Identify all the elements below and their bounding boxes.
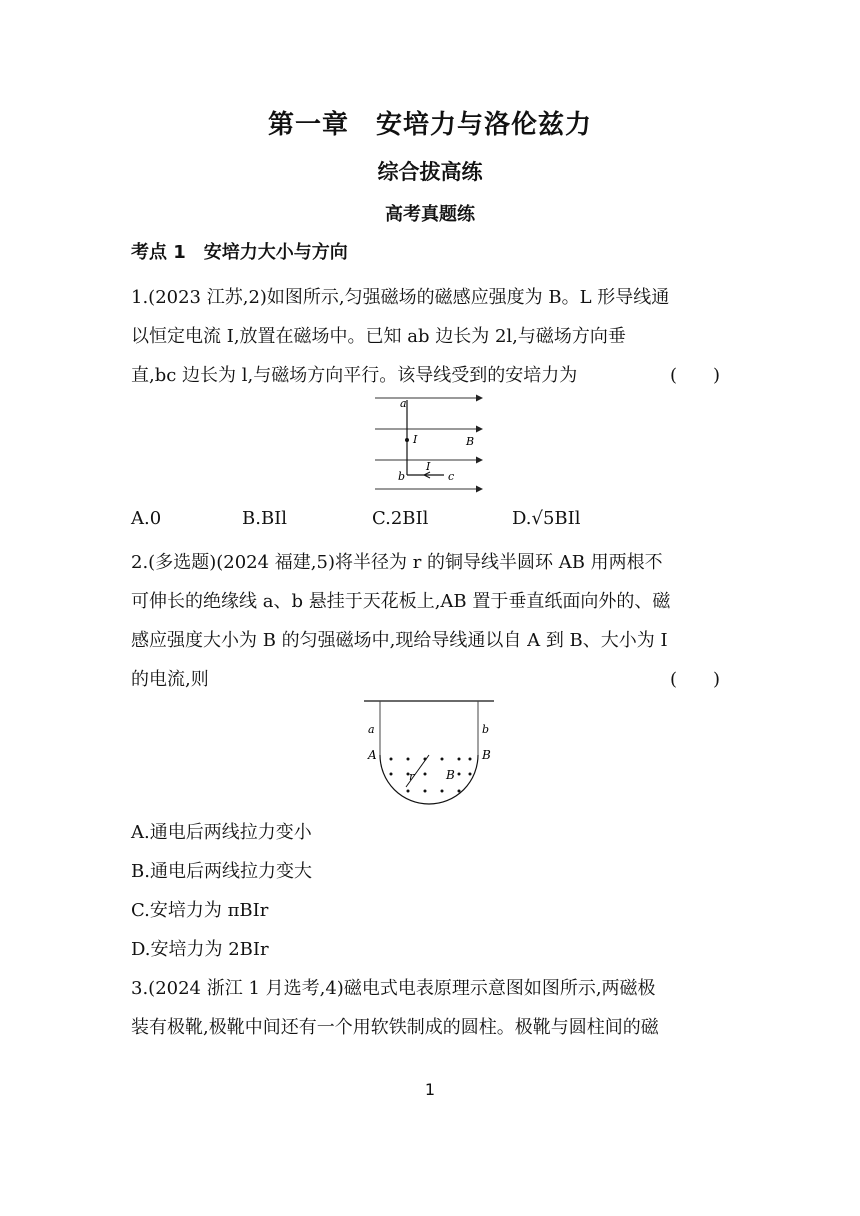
q1-option-d: D.√5BIl: [512, 508, 581, 529]
q1-line-2: 以恒定电流 I,放置在磁场中。已知 ab 边长为 2l,与磁场方向垂: [131, 326, 626, 347]
q2-line-4: 的电流,则: [131, 669, 209, 690]
q1-answer-bracket: ( ): [670, 365, 721, 386]
q2-answer-bracket: ( ): [670, 669, 721, 690]
label-current-2: I: [426, 460, 431, 473]
q1-figure: [360, 388, 500, 498]
label-end-A: A: [368, 748, 377, 762]
current-arrow-ab: [405, 438, 409, 442]
label-current-1: I: [413, 433, 418, 446]
label-end-B: B: [482, 748, 491, 762]
q2-figure: [358, 695, 498, 810]
q2-line-3: 感应强度大小为 B 的匀强磁场中,现给导线通以自 A 到 B、大小为 I: [131, 630, 668, 651]
q3-line-2: 装有极靴,极靴中间还有一个用软铁制成的圆柱。极靴与圆柱间的磁: [131, 1017, 659, 1038]
label-field-B: B: [446, 768, 455, 782]
q1-line-1: 1.(2023 江苏,2)如图所示,匀强磁场的磁感应强度为 B。L 形导线通: [131, 287, 670, 308]
q1-option-c: C.2BIl: [372, 508, 429, 529]
label-radius: r: [409, 770, 415, 783]
topic-heading: 考点 1 安培力大小与方向: [131, 242, 348, 263]
label-b: b: [482, 723, 490, 736]
semicircle-wire: [380, 755, 478, 804]
section-title: 综合拔高练: [377, 160, 483, 184]
q2-option-b: B.通电后两线拉力变大: [131, 861, 312, 882]
subsection-title: 高考真题练: [385, 204, 475, 225]
chapter-title: 第一章 安培力与洛伦兹力: [267, 110, 592, 140]
label-b: b: [398, 470, 406, 483]
label-a: a: [368, 723, 375, 736]
label-field-B: B: [466, 435, 475, 448]
label-c: c: [448, 470, 455, 483]
q1-option-b: B.BIl: [242, 508, 288, 529]
page-number: 1: [424, 1080, 436, 1099]
q1-line-3: 直,bc 边长为 l,与磁场方向平行。该导线受到的安培力为: [131, 365, 578, 386]
q2-line-1: 2.(多选题)(2024 福建,5)将半径为 r 的铜导线半圆环 AB 用两根不: [131, 552, 663, 573]
field-dots: [390, 758, 472, 793]
label-a: a: [400, 397, 407, 410]
q2-option-a: A.通电后两线拉力变小: [131, 822, 312, 843]
q1-option-a: A.0: [131, 508, 162, 529]
q3-line-1: 3.(2024 浙江 1 月选考,4)磁电式电表原理示意图如图所示,两磁极: [131, 978, 656, 999]
q2-option-d: D.安培力为 2BIr: [131, 939, 269, 960]
q2-line-2: 可伸长的绝缘线 a、b 悬挂于天花板上,AB 置于垂直纸面向外的、磁: [131, 591, 671, 612]
q2-option-c: C.安培力为 πBIr: [131, 900, 269, 921]
